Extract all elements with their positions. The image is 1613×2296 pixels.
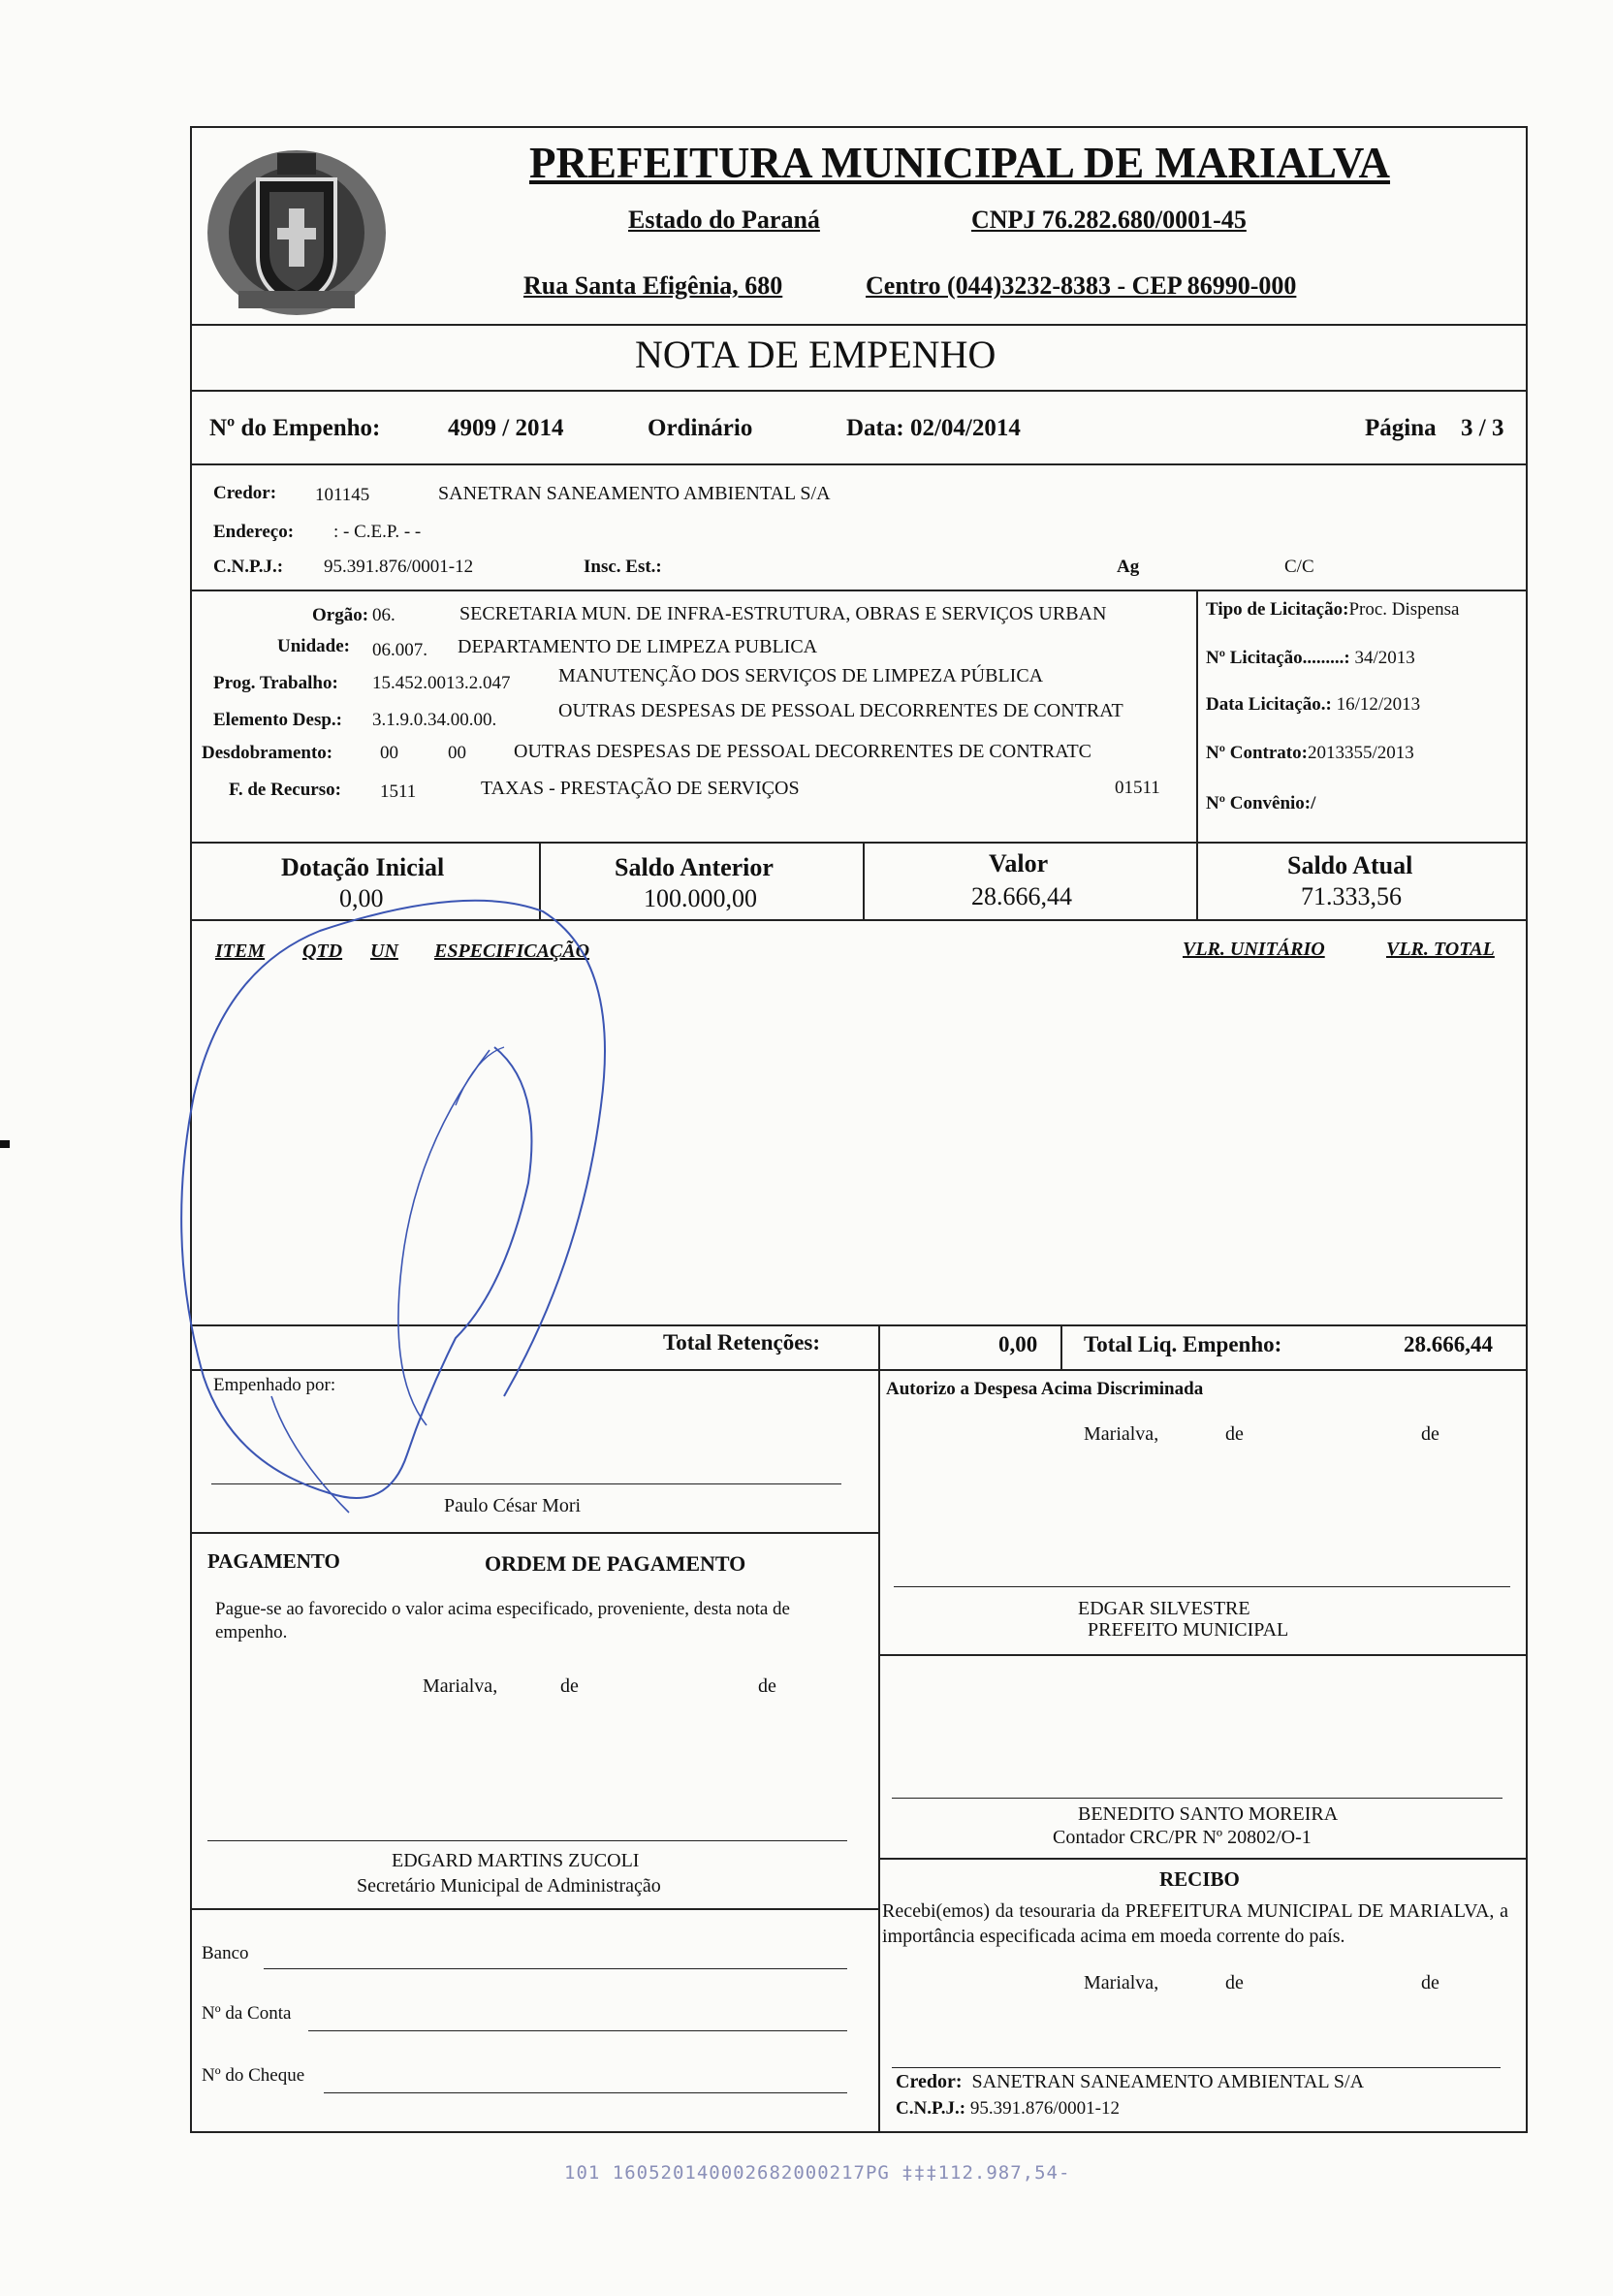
saldo-atual-value: 71.333,56 [1301,882,1402,910]
contador-role: Contador CRC/PR Nº 20802/O-1 [1053,1827,1312,1848]
municipality-title: PREFEITURA MUNICIPAL DE MARIALVA [529,139,1391,187]
document-title: NOTA DE EMPENHO [635,333,996,376]
prog-code: 15.452.0013.2.047 [372,673,511,693]
dotacao-label: Dotação Inicial [281,853,445,881]
recibo-text: Recebi(emos) da tesouraria da PREFEITURA MUNICIPAL DE MARIALVA, a importância especificada acima em moeda corrente do país. [882,1900,1508,1947]
banco-label: Banco [202,1943,249,1963]
pagamento-place: Marialva, [423,1675,498,1697]
col-item: ITEM [215,941,266,962]
footer-cnpj-label: C.N.P.J.: [896,2098,966,2119]
recibo-place: Marialva, [1084,1972,1159,1993]
cheque-label: Nº do Cheque [202,2065,305,2086]
pagamento-text: Pague-se ao favorecido o valor acima especificado, proveniente, desta nota de empenho. [215,1599,790,1642]
footer-credor-label: Credor: [896,2071,963,2092]
empenho-number: 4909 / 2014 [448,415,564,441]
recurso-code-2: 01511 [1115,778,1160,798]
autorizo-place: Marialva, [1084,1423,1159,1445]
cc-label: C/C [1284,557,1314,577]
licitacao-date [1206,694,1420,716]
cnpj-label: C.N.P.J.: [213,557,284,577]
empenhado-label: Empenhado por: [213,1375,336,1395]
scan-mark [0,1140,10,1148]
contrato-label: Nº Contrato: [1206,743,1308,763]
secretario-role: Secretário Municipal de Administração [357,1875,661,1897]
licitacao-date-value: 16/12/2013 [1336,694,1421,715]
elemento-desc: OUTRAS DESPESAS DE PESSOAL DECORRENTES DE CONTRAT [558,700,1123,721]
orgao-label: Orgão: [312,605,369,625]
tipo-licitacao-value: Proc. Dispensa [1348,599,1460,620]
pagamento-label: PAGAMENTO [207,1549,340,1573]
credor-address: : - C.E.P. - - [333,522,422,542]
recurso-desc: TAXAS - PRESTAÇÃO DE SERVIÇOS [481,778,800,799]
tipo-licitacao [1206,599,1459,621]
insc-label: Insc. Est.: [584,557,662,577]
state-name: Estado do Paraná [628,206,820,234]
ag-label: Ag [1117,557,1140,577]
elemento-code: 3.1.9.0.34.00.00. [372,710,497,730]
prog-label: Prog. Trabalho: [213,673,338,693]
licitacao-number-label: Nº Licitação.........: [1206,648,1350,668]
footer-credor-name: SANETRAN SANEAMENTO AMBIENTAL S/A [971,2071,1365,2092]
licitacao-number [1206,648,1415,669]
empenho-label: Nº do Empenho: [209,415,381,441]
autorizo-label: Autorizo a Despesa Acima Discriminada [886,1379,1204,1399]
conta-label: Nº da Conta [202,2003,292,2024]
desdobramento-code-1: 00 [380,743,398,763]
page-number: 3 / 3 [1461,415,1504,441]
empenho-type: Ordinário [648,415,753,441]
col-especificacao: ESPECIFICAÇÃO [434,941,590,962]
retencoes-label: Total Retenções: [663,1330,821,1355]
footer-cnpj [896,2098,1120,2120]
unidade-desc: DEPARTAMENTO DE LIMPEZA PUBLICA [458,636,818,657]
licitacao-number-value: 34/2013 [1354,648,1415,668]
prefeito-name: EDGAR SILVESTRE [1078,1598,1250,1619]
licitacao-date-label: Data Licitação.: [1206,694,1332,715]
elemento-label: Elemento Desp.: [213,710,342,730]
dotacao-value: 0,00 [339,884,384,912]
orgao-code: 06. [372,605,395,625]
recibo-title: RECIBO [1159,1867,1240,1891]
page-label: Página [1365,415,1437,441]
desdobramento-label: Desdobramento: [202,743,333,763]
recibo-de-1: de [1225,1972,1244,1993]
col-qtd: QTD [302,941,343,962]
valor-value: 28.666,44 [971,882,1072,910]
unidade-label: Unidade: [277,636,350,656]
address-label: Endereço: [213,522,295,542]
recurso-code: 1511 [380,781,417,802]
secretario-name: EDGARD MARTINS ZUCOLI [392,1850,640,1871]
empenhado-name: Paulo César Mori [444,1495,582,1516]
contador-name: BENEDITO SANTO MOREIRA [1078,1803,1339,1825]
ordem-pagamento-label: ORDEM DE PAGAMENTO [485,1551,746,1576]
col-un: UN [370,941,398,962]
coat-of-arms-logo [200,136,394,330]
credor-label: Credor: [213,483,277,503]
recibo-de-2: de [1421,1972,1439,1993]
bank-stamp-code: 101 160520140002682000217PG ‡‡‡112.987,54- [564,2162,1071,2184]
pagamento-de-2: de [758,1675,776,1697]
contrato-value: 2013355/2013 [1307,743,1414,763]
desdobramento-desc: OUTRAS DESPESAS DE PESSOAL DECORRENTES DE CONTRATC [514,741,1091,762]
desdobramento-code-2: 00 [448,743,466,763]
recurso-label: F. de Recurso: [229,780,341,800]
contrato-number [1206,743,1414,764]
liq-empenho-label: Total Liq. Empenho: [1084,1332,1282,1356]
orgao-desc: SECRETARIA MUN. DE INFRA-ESTRUTURA, OBRAS E SERVIÇOS URBAN [459,603,1107,624]
empenho-date: Data: 02/04/2014 [846,415,1021,441]
liq-empenho-value: 28.666,44 [1404,1332,1493,1356]
col-vlr-total: VLR. TOTAL [1386,939,1495,960]
unidade-code: 06.007. [372,640,427,660]
saldo-anterior-value: 100.000,00 [644,884,757,912]
address-district-phone: Centro (044)3232-8383 - CEP 86990-000 [866,271,1297,300]
prefeito-role: PREFEITO MUNICIPAL [1088,1619,1289,1641]
autorizo-de-2: de [1421,1423,1439,1445]
prog-desc: MANUTENÇÃO DOS SERVIÇOS DE LIMPEZA PÚBLICA [558,665,1044,686]
municipality-cnpj: CNPJ 76.282.680/0001-45 [971,206,1247,234]
saldo-atual-label: Saldo Atual [1287,851,1413,879]
footer-cnpj-value: 95.391.876/0001-12 [969,2098,1120,2119]
valor-label: Valor [989,849,1049,877]
saldo-anterior-label: Saldo Anterior [615,853,774,881]
col-vlr-unitario: VLR. UNITÁRIO [1183,939,1325,960]
credor-cnpj: 95.391.876/0001-12 [324,557,474,577]
credor-code: 101145 [315,485,370,505]
credor-name: SANETRAN SANEAMENTO AMBIENTAL S/A [438,483,831,504]
autorizo-de-1: de [1225,1423,1244,1445]
tipo-licitacao-label: Tipo de Licitação: [1206,599,1349,620]
address-street: Rua Santa Efigênia, 680 [523,271,783,300]
footer-credor [896,2071,1364,2093]
pagamento-de-1: de [560,1675,579,1697]
convenio-label: Nº Convênio:/ [1206,793,1316,813]
retencoes-value: 0,00 [998,1332,1038,1356]
